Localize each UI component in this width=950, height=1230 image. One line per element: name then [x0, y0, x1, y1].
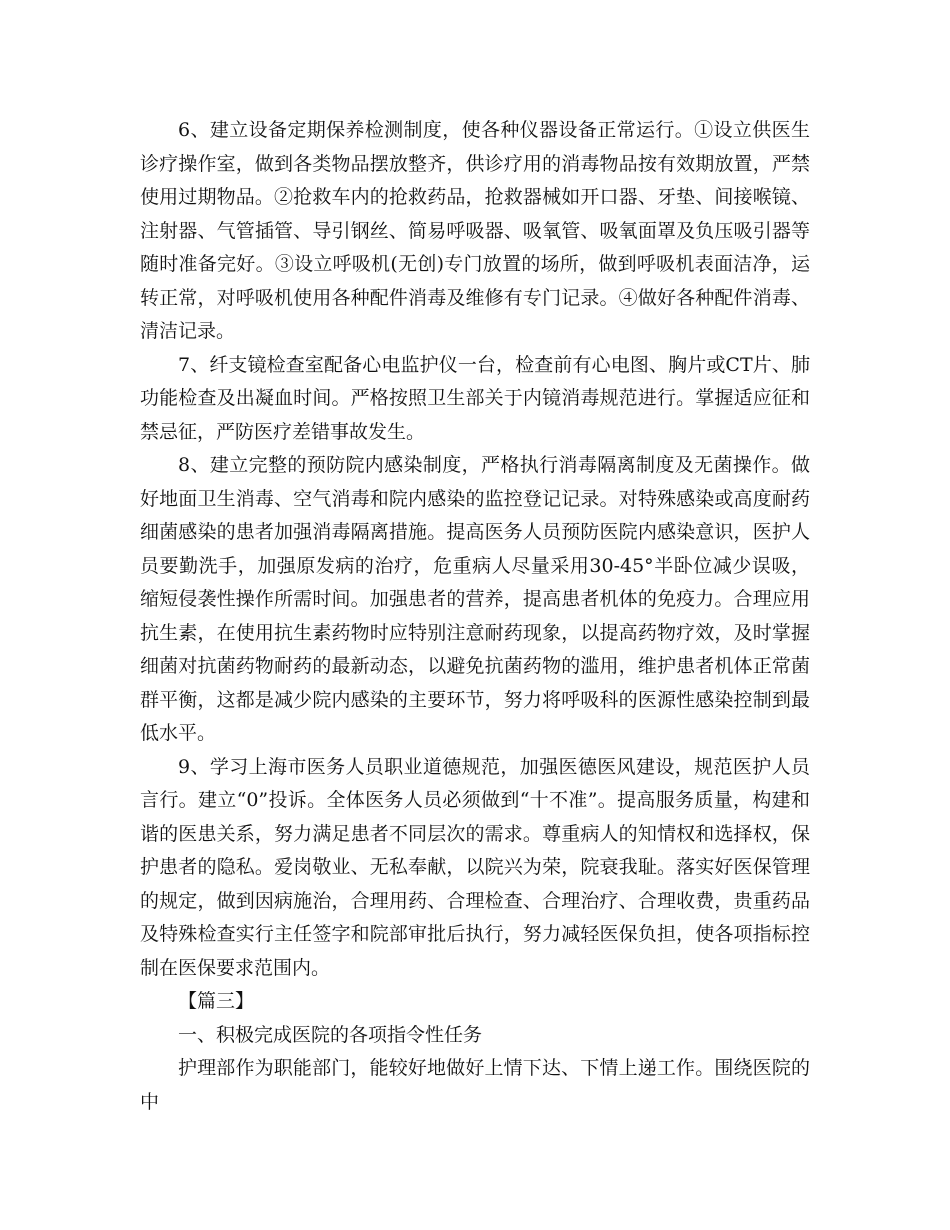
paragraph-item-7: 7、纤支镜检查室配备心电监护仪一台，检查前有心电图、胸片或CT片、肺功能检查及出凝血时间。严格按照卫生部关于内镜消毒规范进行。掌握适应征和禁忌征，严防医疗差错事故发生。 [140, 353, 810, 443]
closing-paragraph: 护理部作为职能部门，能较好地做好上情下达、下情上递工作。围绕医院的中 [140, 1057, 810, 1113]
document-body [140, 114, 810, 1119]
section-heading: 一、积极完成医院的各项指令性任务 [178, 1023, 483, 1046]
paragraph-item-6: 6、建立设备定期保养检测制度，使各种仪器设备正常运行。①设立供医生诊疗操作室，做到各类物品摆放整齐，供诊疗用的消毒物品按有效期放置，严禁使用过期物品。②抢救车内的抢救药品，抢救器械如开口器、牙垫、间接喉镜、注射器、气管插管、导引钢丝、简易呼吸器、吸氧管、吸氧面罩及负压吸引器等随时准备完好。③设立呼吸机(无创)专门放置的场所，做到呼吸机表面洁净，运转正常，对呼吸机使用各种配件消毒及维修有专门记录。④做好各种配件消毒、清洁记录。 [140, 119, 810, 342]
paragraph-item-9: 9、学习上海市医务人员职业道德规范，加强医德医风建设，规范医护人员言行。建立“0”投诉。全体医务人员必须做到“十不准”。提高服务质量，构建和谐的医患关系，努力满足患者不同层次的需求。尊重病人的知情权和选择权，保护患者的隐私。爱岗敬业、无私奉献，以院兴为荣，院衰我耻。落实好医保管理的规定，做到因病施治，合理用药、合理检查、合理治疗、合理收费，贵重药品及特殊检查实行主任签字和院部审批后执行，努力减轻医保负担，使各项指标控制在医保要求范围内。 [140, 755, 810, 979]
section-marker: 【篇三】 [178, 990, 255, 1012]
paragraph-item-8: 8、建立完整的预防院内感染制度，严格执行消毒隔离制度及无菌操作。做好地面卫生消毒、空气消毒和院内感染的监控登记记录。对特殊感染或高度耐药细菌感染的患者加强消毒隔离措施。提高医务人员预防医院内感染意识，医护人员要勤洗手，加强原发病的治疗，危重病人尽量采用30-45°半卧位减少误吸，缩短侵袭性操作所需时间。加强患者的营养，提高患者机体的免疫力。合理应用抗生素，在使用抗生素药物时应特别注意耐药现象，以提高药物疗效，及时掌握细菌对抗菌药物耐药的最新动态，以避免抗菌药物的滥用，维护患者机体正常菌群平衡，这都是减少院内感染的主要环节，努力将呼吸科的医源性感染控制到最低水平。 [140, 454, 810, 744]
